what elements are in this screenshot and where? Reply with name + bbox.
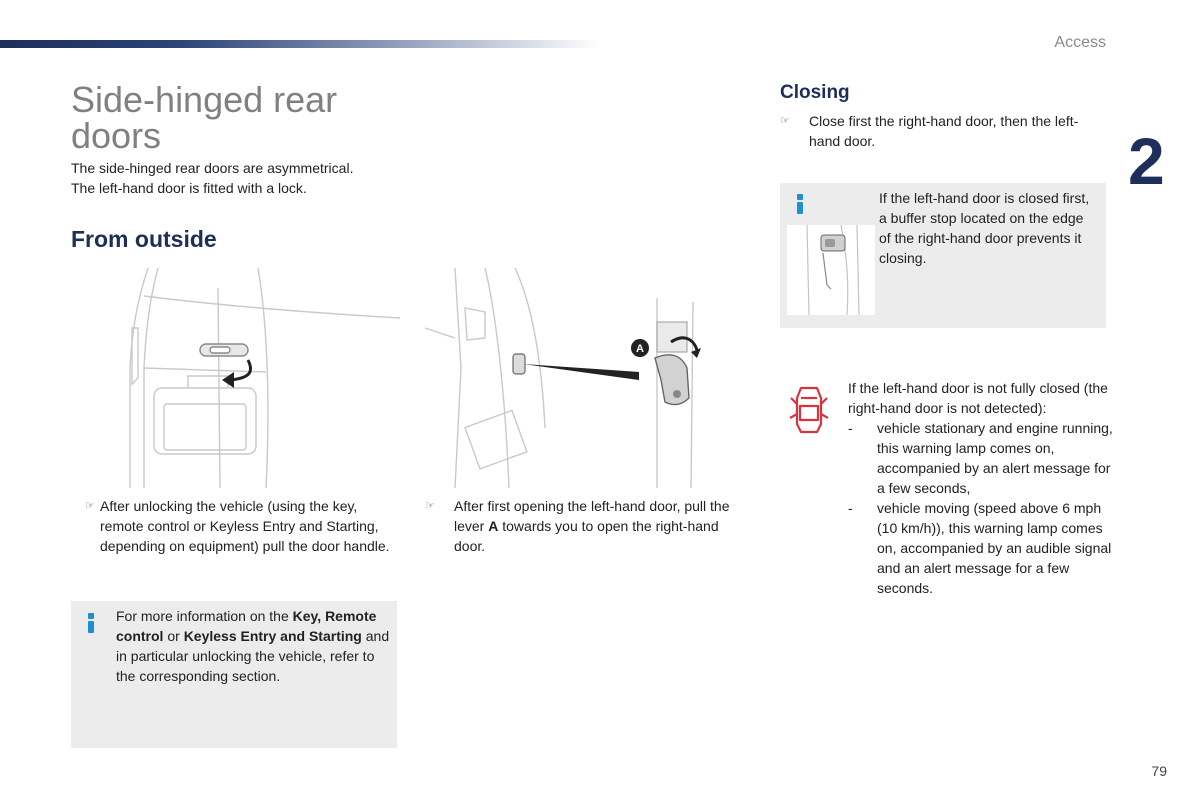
page-number: 79 (1151, 763, 1167, 779)
step-text: Close first the right-hand door, then the left-hand door. (809, 113, 1079, 149)
closing-heading: Closing (780, 82, 850, 103)
lever-reference: A (488, 518, 499, 534)
step-text: After unlocking the vehicle (using the key, remote control or Keyless Entry and Starting, depending on equipment) pull the door handle. (100, 498, 390, 554)
warning-intro: If the left-hand door is not fully closed (the right-hand door is not detected): (848, 380, 1108, 416)
pointing-hand-icon: ☞ (425, 500, 435, 512)
door-handle-illustration (118, 268, 400, 488)
list-item (848, 418, 1113, 498)
info-text-part: For more information on the (116, 608, 293, 624)
list-item (848, 498, 1113, 598)
list-item-text: vehicle moving (speed above 6 mph (10 km/h)), this warning lamp comes on, accompanied by an audible signal and an alert message for a few seconds. (877, 500, 1112, 596)
intro-line: The left-hand door is fitted with a lock. (71, 180, 307, 196)
section-name: Access (1054, 34, 1106, 51)
info-text-part: or (163, 628, 184, 644)
lever-label: A (636, 343, 644, 355)
door-open-warning-lamp-icon (789, 384, 829, 436)
step-text (454, 496, 740, 556)
intro-line: The side-hinged rear doors are asymmetrical. (71, 160, 354, 176)
info-box (780, 183, 1106, 328)
instruction-step (85, 496, 397, 556)
list-dash: - (848, 500, 853, 516)
from-outside-heading: From outside (71, 226, 217, 252)
info-icon (797, 194, 803, 200)
header-accent-bar (0, 40, 600, 48)
info-bold: Key, Remote control (116, 608, 377, 644)
lever-a-illustration (425, 268, 725, 488)
step-text-part: towards you to open the right-hand door. (454, 518, 719, 554)
info-box (71, 601, 397, 748)
chapter-number: 2 (1128, 124, 1165, 198)
pointing-hand-icon: ☞ (780, 115, 790, 127)
page-title: Side-hinged rear doors (71, 79, 338, 156)
info-text-part: and in particular unlocking the vehicle, refer to the corresponding section. (116, 628, 390, 684)
buffer-stop-illustration (787, 225, 875, 315)
info-icon-stem (797, 202, 803, 214)
list-item-text: vehicle stationary and engine running, this warning lamp comes on, accompanied by an alert message for a few seconds, (877, 420, 1113, 496)
instruction-step (425, 496, 740, 556)
info-bold: Keyless Entry and Starting (183, 628, 362, 644)
pointing-hand-icon: ☞ (85, 500, 95, 512)
info-text (116, 606, 391, 686)
warning-text (848, 378, 1113, 598)
step-text-part: After first opening the left-hand door, pull the lever (454, 498, 730, 534)
intro-text (71, 158, 401, 198)
info-text: If the left-hand door is closed first, a buffer stop located on the edge of the right-hand door prevents it closing. (879, 190, 1090, 266)
info-icon-stem (88, 621, 94, 633)
list-dash: - (848, 420, 853, 436)
info-icon (88, 613, 94, 619)
instruction-step (780, 111, 1100, 151)
